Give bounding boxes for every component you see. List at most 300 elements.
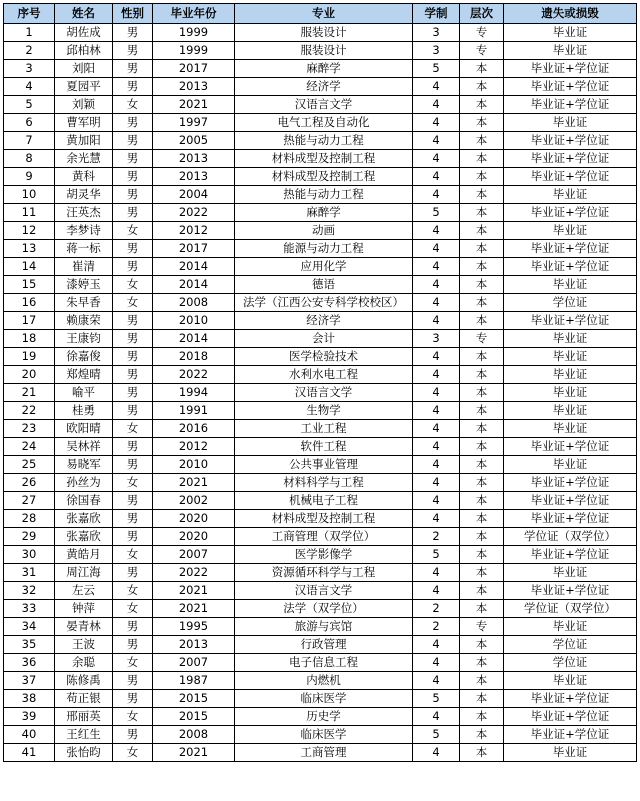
cell-lost: 毕业证 [504, 456, 637, 474]
table-row [4, 168, 637, 186]
cell-no: 2 [4, 42, 55, 60]
cell-level: 本 [460, 528, 504, 546]
cell-lost: 毕业证+学位证 [504, 240, 637, 258]
cell-no: 22 [4, 402, 55, 420]
cell-no: 17 [4, 312, 55, 330]
cell-sex: 男 [113, 726, 153, 744]
cell-year: 2007 [153, 546, 235, 564]
cell-no: 12 [4, 222, 55, 240]
table-row [4, 222, 637, 240]
cell-major: 经济学 [235, 312, 413, 330]
table-row [4, 654, 637, 672]
cell-lost: 毕业证 [504, 384, 637, 402]
cell-sex: 男 [113, 168, 153, 186]
cell-length: 4 [413, 96, 460, 114]
cell-sex: 男 [113, 348, 153, 366]
cell-major: 动画 [235, 222, 413, 240]
cell-name: 蒋一标 [55, 240, 113, 258]
cell-lost: 毕业证 [504, 42, 637, 60]
cell-no: 27 [4, 492, 55, 510]
cell-level: 本 [460, 222, 504, 240]
cell-name: 王康钧 [55, 330, 113, 348]
table-row [4, 564, 637, 582]
cell-major: 工商管理 [235, 744, 413, 762]
cell-year: 2022 [153, 564, 235, 582]
cell-name: 崔清 [55, 258, 113, 276]
cell-year: 2013 [153, 150, 235, 168]
cell-lost: 毕业证+学位证 [504, 204, 637, 222]
cell-major: 工商管理（双学位） [235, 528, 413, 546]
cell-name: 喻平 [55, 384, 113, 402]
cell-no: 20 [4, 366, 55, 384]
cell-year: 2021 [153, 474, 235, 492]
cell-sex: 女 [113, 600, 153, 618]
cell-no: 31 [4, 564, 55, 582]
cell-year: 2020 [153, 510, 235, 528]
cell-lost: 学位证 [504, 654, 637, 672]
table-row [4, 312, 637, 330]
cell-level: 本 [460, 492, 504, 510]
cell-name: 欧阳晴 [55, 420, 113, 438]
cell-name: 黄科 [55, 168, 113, 186]
lost-certificate-table [3, 3, 637, 762]
cell-length: 4 [413, 222, 460, 240]
cell-length: 4 [413, 294, 460, 312]
cell-level: 本 [460, 96, 504, 114]
cell-no: 32 [4, 582, 55, 600]
cell-major: 旅游与宾馆 [235, 618, 413, 636]
table-row [4, 186, 637, 204]
cell-lost: 毕业证 [504, 618, 637, 636]
cell-sex: 女 [113, 474, 153, 492]
cell-sex: 女 [113, 708, 153, 726]
cell-no: 21 [4, 384, 55, 402]
cell-sex: 女 [113, 546, 153, 564]
table-row [4, 510, 637, 528]
cell-lost: 毕业证+学位证 [504, 492, 637, 510]
cell-name: 吴林祥 [55, 438, 113, 456]
cell-length: 4 [413, 150, 460, 168]
cell-year: 2015 [153, 708, 235, 726]
cell-year: 2017 [153, 240, 235, 258]
cell-no: 16 [4, 294, 55, 312]
header-no: 序号 [4, 4, 55, 24]
cell-year: 2015 [153, 690, 235, 708]
table-row [4, 492, 637, 510]
cell-lost: 学位证 [504, 294, 637, 312]
cell-level: 本 [460, 78, 504, 96]
cell-sex: 男 [113, 132, 153, 150]
cell-no: 8 [4, 150, 55, 168]
cell-no: 5 [4, 96, 55, 114]
cell-level: 本 [460, 60, 504, 78]
cell-name: 余光慧 [55, 150, 113, 168]
cell-no: 30 [4, 546, 55, 564]
cell-sex: 男 [113, 60, 153, 78]
cell-year: 1999 [153, 42, 235, 60]
cell-level: 本 [460, 132, 504, 150]
cell-length: 3 [413, 42, 460, 60]
cell-no: 41 [4, 744, 55, 762]
cell-year: 2010 [153, 456, 235, 474]
table-row [4, 366, 637, 384]
cell-year: 2014 [153, 330, 235, 348]
cell-length: 5 [413, 726, 460, 744]
cell-major: 法学（江西公安专科学校校区） [235, 294, 413, 312]
cell-length: 4 [413, 366, 460, 384]
table-row [4, 402, 637, 420]
cell-name: 曹军明 [55, 114, 113, 132]
cell-no: 33 [4, 600, 55, 618]
cell-length: 4 [413, 474, 460, 492]
table-row [4, 276, 637, 294]
cell-name: 刘颖 [55, 96, 113, 114]
cell-lost: 毕业证 [504, 420, 637, 438]
cell-level: 专 [460, 24, 504, 42]
cell-level: 本 [460, 474, 504, 492]
cell-lost: 毕业证+学位证 [504, 546, 637, 564]
cell-length: 4 [413, 636, 460, 654]
cell-major: 公共事业管理 [235, 456, 413, 474]
cell-major: 德语 [235, 276, 413, 294]
cell-no: 1 [4, 24, 55, 42]
cell-name: 孙丝为 [55, 474, 113, 492]
cell-year: 2021 [153, 96, 235, 114]
cell-sex: 男 [113, 114, 153, 132]
cell-no: 10 [4, 186, 55, 204]
cell-length: 4 [413, 240, 460, 258]
cell-lost: 毕业证 [504, 402, 637, 420]
cell-year: 2013 [153, 168, 235, 186]
cell-sex: 女 [113, 222, 153, 240]
cell-name: 黄皓月 [55, 546, 113, 564]
cell-length: 4 [413, 186, 460, 204]
table-row [4, 438, 637, 456]
table-row [4, 546, 637, 564]
table-row [4, 132, 637, 150]
cell-lost: 毕业证+学位证 [504, 78, 637, 96]
cell-major: 汉语言文学 [235, 582, 413, 600]
cell-name: 胡佐成 [55, 24, 113, 42]
cell-name: 晏青林 [55, 618, 113, 636]
cell-major: 热能与动力工程 [235, 132, 413, 150]
table-row [4, 582, 637, 600]
cell-level: 本 [460, 384, 504, 402]
cell-sex: 女 [113, 654, 153, 672]
cell-name: 张嘉欣 [55, 510, 113, 528]
cell-level: 本 [460, 654, 504, 672]
cell-level: 本 [460, 312, 504, 330]
cell-year: 2022 [153, 204, 235, 222]
cell-level: 本 [460, 672, 504, 690]
cell-length: 2 [413, 528, 460, 546]
header-lost: 遗失或损毁 [504, 4, 637, 24]
cell-no: 15 [4, 276, 55, 294]
cell-sex: 男 [113, 78, 153, 96]
cell-year: 2008 [153, 726, 235, 744]
table-row [4, 474, 637, 492]
cell-level: 专 [460, 618, 504, 636]
cell-sex: 男 [113, 330, 153, 348]
cell-major: 服装设计 [235, 24, 413, 42]
cell-sex: 男 [113, 618, 153, 636]
cell-major: 服装设计 [235, 42, 413, 60]
cell-level: 本 [460, 114, 504, 132]
cell-sex: 男 [113, 312, 153, 330]
cell-sex: 男 [113, 672, 153, 690]
table-row [4, 636, 637, 654]
cell-major: 汉语言文学 [235, 384, 413, 402]
cell-sex: 女 [113, 744, 153, 762]
cell-lost: 毕业证 [504, 24, 637, 42]
cell-sex: 男 [113, 690, 153, 708]
cell-lost: 毕业证 [504, 222, 637, 240]
cell-length: 3 [413, 330, 460, 348]
cell-level: 本 [460, 600, 504, 618]
cell-name: 陈修禹 [55, 672, 113, 690]
cell-no: 24 [4, 438, 55, 456]
cell-year: 1994 [153, 384, 235, 402]
cell-sex: 男 [113, 402, 153, 420]
cell-sex: 男 [113, 258, 153, 276]
cell-lost: 毕业证 [504, 186, 637, 204]
cell-lost: 毕业证 [504, 114, 637, 132]
cell-length: 2 [413, 618, 460, 636]
cell-level: 本 [460, 726, 504, 744]
table-row [4, 420, 637, 438]
cell-name: 汪英杰 [55, 204, 113, 222]
cell-major: 医学影像学 [235, 546, 413, 564]
cell-name: 朱早香 [55, 294, 113, 312]
cell-no: 6 [4, 114, 55, 132]
cell-sex: 男 [113, 240, 153, 258]
cell-no: 19 [4, 348, 55, 366]
cell-name: 张嘉欣 [55, 528, 113, 546]
cell-lost: 毕业证 [504, 366, 637, 384]
cell-lost: 毕业证 [504, 744, 637, 762]
cell-lost: 毕业证+学位证 [504, 690, 637, 708]
table-row [4, 42, 637, 60]
cell-major: 资源循环科学与工程 [235, 564, 413, 582]
cell-major: 生物学 [235, 402, 413, 420]
cell-level: 本 [460, 294, 504, 312]
cell-sex: 男 [113, 438, 153, 456]
cell-year: 2002 [153, 492, 235, 510]
cell-level: 本 [460, 402, 504, 420]
cell-level: 本 [460, 510, 504, 528]
cell-lost: 毕业证+学位证 [504, 510, 637, 528]
cell-major: 临床医学 [235, 726, 413, 744]
cell-length: 4 [413, 384, 460, 402]
table-row [4, 150, 637, 168]
cell-no: 18 [4, 330, 55, 348]
cell-name: 邢丽英 [55, 708, 113, 726]
cell-sex: 女 [113, 96, 153, 114]
cell-year: 2021 [153, 744, 235, 762]
cell-sex: 男 [113, 492, 153, 510]
cell-lost: 毕业证+学位证 [504, 726, 637, 744]
cell-level: 本 [460, 276, 504, 294]
table-row [4, 456, 637, 474]
cell-sex: 男 [113, 204, 153, 222]
cell-sex: 女 [113, 420, 153, 438]
cell-major: 经济学 [235, 78, 413, 96]
cell-length: 4 [413, 168, 460, 186]
cell-length: 4 [413, 672, 460, 690]
cell-length: 4 [413, 582, 460, 600]
cell-length: 4 [413, 132, 460, 150]
cell-major: 医学检验技术 [235, 348, 413, 366]
cell-major: 应用化学 [235, 258, 413, 276]
cell-no: 39 [4, 708, 55, 726]
header-major: 专业 [235, 4, 413, 24]
cell-length: 4 [413, 258, 460, 276]
cell-length: 4 [413, 348, 460, 366]
cell-name: 左云 [55, 582, 113, 600]
cell-major: 电气工程及自动化 [235, 114, 413, 132]
cell-level: 本 [460, 438, 504, 456]
table-row [4, 708, 637, 726]
cell-level: 本 [460, 690, 504, 708]
cell-level: 本 [460, 348, 504, 366]
cell-name: 苟正银 [55, 690, 113, 708]
cell-major: 材料成型及控制工程 [235, 150, 413, 168]
cell-lost: 学位证（双学位） [504, 528, 637, 546]
table-row [4, 96, 637, 114]
cell-no: 34 [4, 618, 55, 636]
cell-year: 2004 [153, 186, 235, 204]
cell-level: 本 [460, 240, 504, 258]
cell-no: 28 [4, 510, 55, 528]
cell-level: 本 [460, 564, 504, 582]
cell-major: 行政管理 [235, 636, 413, 654]
cell-year: 2014 [153, 276, 235, 294]
table-row [4, 78, 637, 96]
cell-no: 14 [4, 258, 55, 276]
table-row [4, 258, 637, 276]
cell-level: 本 [460, 204, 504, 222]
cell-level: 本 [460, 186, 504, 204]
cell-level: 本 [460, 420, 504, 438]
table-header-row [4, 4, 637, 24]
cell-major: 内燃机 [235, 672, 413, 690]
cell-year: 2007 [153, 654, 235, 672]
cell-lost: 毕业证+学位证 [504, 96, 637, 114]
cell-sex: 男 [113, 456, 153, 474]
cell-length: 4 [413, 402, 460, 420]
cell-no: 3 [4, 60, 55, 78]
cell-sex: 男 [113, 384, 153, 402]
cell-no: 26 [4, 474, 55, 492]
cell-major: 水利水电工程 [235, 366, 413, 384]
cell-year: 2005 [153, 132, 235, 150]
cell-level: 专 [460, 330, 504, 348]
cell-level: 本 [460, 168, 504, 186]
cell-level: 本 [460, 636, 504, 654]
cell-length: 4 [413, 114, 460, 132]
cell-lost: 毕业证+学位证 [504, 168, 637, 186]
cell-name: 易晓军 [55, 456, 113, 474]
cell-no: 25 [4, 456, 55, 474]
cell-major: 汉语言文学 [235, 96, 413, 114]
cell-year: 2018 [153, 348, 235, 366]
cell-lost: 毕业证 [504, 348, 637, 366]
cell-sex: 男 [113, 528, 153, 546]
cell-major: 法学（双学位） [235, 600, 413, 618]
cell-sex: 男 [113, 186, 153, 204]
cell-sex: 男 [113, 42, 153, 60]
cell-year: 1997 [153, 114, 235, 132]
cell-name: 桂勇 [55, 402, 113, 420]
cell-name: 邱柏林 [55, 42, 113, 60]
cell-length: 4 [413, 312, 460, 330]
cell-name: 漆婷玉 [55, 276, 113, 294]
cell-lost: 毕业证+学位证 [504, 312, 637, 330]
cell-name: 王波 [55, 636, 113, 654]
cell-major: 材料成型及控制工程 [235, 168, 413, 186]
cell-no: 29 [4, 528, 55, 546]
cell-lost: 毕业证+学位证 [504, 582, 637, 600]
cell-sex: 男 [113, 24, 153, 42]
table-row [4, 24, 637, 42]
header-sex: 性别 [113, 4, 153, 24]
table-row [4, 672, 637, 690]
cell-name: 李梦诗 [55, 222, 113, 240]
cell-year: 2021 [153, 582, 235, 600]
cell-year: 2008 [153, 294, 235, 312]
table-row [4, 114, 637, 132]
cell-length: 2 [413, 600, 460, 618]
cell-sex: 男 [113, 636, 153, 654]
cell-year: 2022 [153, 366, 235, 384]
cell-sex: 男 [113, 564, 153, 582]
cell-sex: 男 [113, 510, 153, 528]
cell-level: 本 [460, 150, 504, 168]
table-row [4, 240, 637, 258]
cell-level: 专 [460, 42, 504, 60]
cell-major: 电子信息工程 [235, 654, 413, 672]
cell-name: 张怡昀 [55, 744, 113, 762]
table-row [4, 528, 637, 546]
cell-name: 王红生 [55, 726, 113, 744]
cell-year: 2012 [153, 438, 235, 456]
cell-lost: 毕业证 [504, 672, 637, 690]
cell-length: 4 [413, 78, 460, 96]
cell-no: 40 [4, 726, 55, 744]
cell-major: 历史学 [235, 708, 413, 726]
cell-length: 5 [413, 204, 460, 222]
cell-name: 赖康荣 [55, 312, 113, 330]
table-row [4, 204, 637, 222]
table-row [4, 600, 637, 618]
cell-name: 余聪 [55, 654, 113, 672]
cell-lost: 毕业证+学位证 [504, 258, 637, 276]
cell-year: 2013 [153, 78, 235, 96]
cell-major: 材料科学与工程 [235, 474, 413, 492]
cell-length: 4 [413, 438, 460, 456]
table-row [4, 330, 637, 348]
header-year: 毕业年份 [153, 4, 235, 24]
cell-year: 2012 [153, 222, 235, 240]
cell-lost: 毕业证+学位证 [504, 438, 637, 456]
cell-lost: 毕业证+学位证 [504, 60, 637, 78]
cell-name: 钟萍 [55, 600, 113, 618]
cell-no: 4 [4, 78, 55, 96]
cell-name: 黄加阳 [55, 132, 113, 150]
cell-year: 2014 [153, 258, 235, 276]
cell-major: 材料成型及控制工程 [235, 510, 413, 528]
table-row [4, 60, 637, 78]
